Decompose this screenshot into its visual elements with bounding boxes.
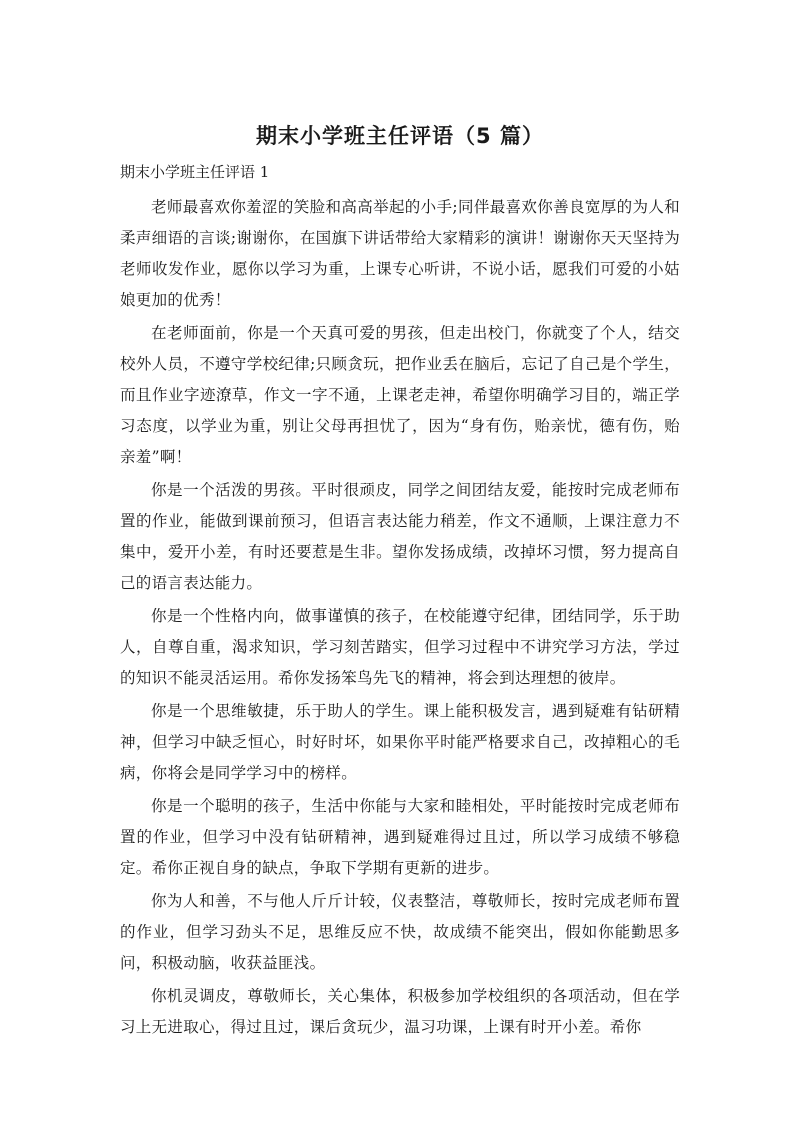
paragraph-8: 你机灵调皮，尊敬师长，关心集体，积极参加学校组织的各项活动，但在学习上无进取心，得过且过，课后贪玩少，温习功课，上课有时开小差。希你 [120, 987, 680, 1036]
section-heading: 期末小学班主任评语 1 [120, 163, 270, 181]
document-body [120, 192, 680, 1045]
paragraph-6: 你是一个聪明的孩子，生活中你能与大家和睦相处，平时能按时完成老师布置的作业，但学习中没有钻研精神，遇到疑难得过且过，所以学习成绩不够稳定。希你正视自身的缺点，争取下学期有更新的进步。 [120, 797, 680, 877]
paragraph-5: 你是一个思维敏捷，乐于助人的学生。课上能积极发言，遇到疑难有钻研精神，但学习中缺乏恒心，时好时坏，如果你平时能严格要求自己，改掉粗心的毛病，你将会是同学学习中的榜样。 [120, 702, 680, 782]
paragraph-4: 你是一个性格内向，做事谨慎的孩子，在校能遵守纪律，团结同学，乐于助人，自尊自重，渴求知识，学习刻苦踏实，但学习过程中不讲究学习方法，学过的知识不能灵活运用。希你发扬笨鸟先飞的精神，将会到达理想的彼岸。 [120, 607, 680, 687]
document-title: 期末小学班主任评语（5 篇） [256, 124, 544, 148]
paragraph-2: 在老师面前，你是一个天真可爱的男孩，但走出校门，你就变了个人，结交校外人员，不遵守学校纪律;只顾贪玩，把作业丢在脑后，忘记了自己是个学生，而且作业字迹潦草，作文一字不通，上课老走神，希望你明确学习目的，端正学习态度，以学业为重，别让父母再担忧了，因为“身有伤，贻亲忧，德有伤，贻亲羞”啊！ [120, 324, 680, 466]
paragraph-1: 老师最喜欢你羞涩的笑脸和高高举起的小手;同伴最喜欢你善良宽厚的为人和柔声细语的言谈;谢谢你，在国旗下讲话带给大家精彩的演讲！谢谢你天天坚持为老师收发作业，愿你以学习为重，上课专心听讲，不说小话，愿我们可爱的小姑娘更加的优秀！ [120, 198, 680, 309]
paragraph-7: 你为人和善，不与他人斤斤计较，仪表整洁，尊敬师长，按时完成老师布置的作业，但学习劲头不足，思维反应不快，故成绩不能突出，假如你能勤思多问，积极动脑，收获益匪浅。 [120, 892, 680, 972]
paragraph-3: 你是一个活泼的男孩。平时很顽皮，同学之间团结友爱，能按时完成老师布置的作业，能做到课前预习，但语言表达能力稍差，作文不通顺，上课注意力不集中，爱开小差，有时还要惹是生非。望你发扬成绩，改掉坏习惯，努力提高自己的语言表达能力。 [120, 481, 680, 592]
